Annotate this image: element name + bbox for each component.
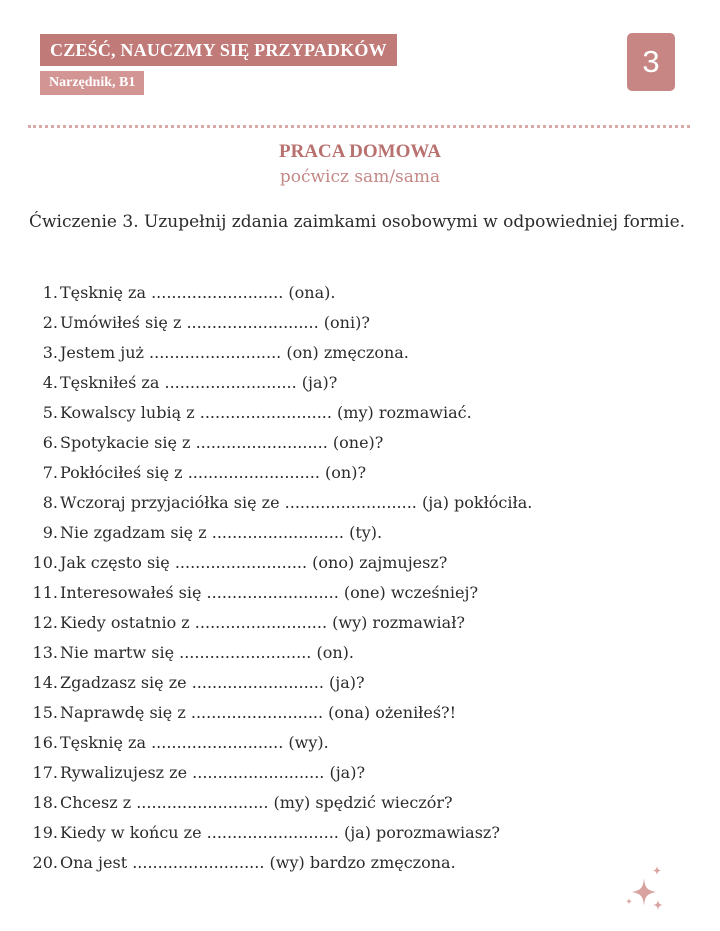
exercise-item: [0, 308, 720, 338]
exercise-sentence: Chcesz z .......................... (my) spędzić wieczór?: [60, 793, 453, 812]
exercise-instruction: Ćwiczenie 3. Uzupełnij zdania zaimkami osobowymi w odpowiedniej formie.: [29, 212, 686, 232]
exercise-sentence: Ona jest .......................... (wy) bardzo zmęczona.: [60, 853, 456, 872]
exercise-number: 18.: [32, 793, 58, 812]
exercise-number: 12.: [32, 613, 58, 632]
sparkle-icon: [622, 866, 666, 916]
exercise-item: [0, 518, 720, 548]
exercise-item: [0, 578, 720, 608]
exercise-number: 3.: [42, 343, 58, 362]
exercise-sentence: Spotykacie się z .......................... (one)?: [60, 433, 384, 452]
exercise-list: [0, 278, 720, 878]
exercise-sentence: Umówiłeś się z .......................... (oni)?: [60, 313, 370, 332]
exercise-number: 17.: [32, 763, 58, 782]
exercise-number: 4.: [42, 373, 58, 392]
exercise-number: 5.: [42, 403, 58, 422]
exercise-sentence: Zgadzasz się ze .......................... (ja)?: [60, 673, 365, 692]
exercise-item: [0, 278, 720, 308]
exercise-number: 19.: [32, 823, 58, 842]
section-heading: PRACA DOMOWA: [278, 141, 442, 162]
exercise-item: [0, 728, 720, 758]
exercise-sentence: Tęskniłeś za .......................... (ja)?: [60, 373, 338, 392]
exercise-sentence: Jestem już .......................... (on) zmęczona.: [60, 343, 409, 362]
exercise-sentence: Jak często się .......................... (ono) zajmujesz?: [60, 553, 448, 572]
exercise-item: [0, 848, 720, 878]
exercise-sentence: Nie martw się .......................... (on).: [60, 643, 354, 662]
exercise-number: 6.: [42, 433, 58, 452]
exercise-sentence: Interesowałeś się .......................... (one) wcześniej?: [60, 583, 479, 602]
exercise-item: [0, 608, 720, 638]
exercise-sentence: Rywalizujesz ze .......................... (ja)?: [60, 763, 366, 782]
exercise-item: [0, 758, 720, 788]
exercise-number: 9.: [42, 523, 58, 542]
worksheet-subtitle: Narzędnik, B1: [40, 71, 144, 95]
exercise-number: 11.: [32, 583, 58, 602]
exercise-sentence: Wczoraj przyjaciółka się ze .......................... (ja) pokłóciła.: [60, 493, 533, 512]
exercise-sentence: Tęsknię za .......................... (ona).: [60, 283, 336, 302]
exercise-item: [0, 368, 720, 398]
exercise-item: [0, 488, 720, 518]
exercise-number: 14.: [32, 673, 58, 692]
exercise-sentence: Kiedy ostatnio z .......................... (wy) rozmawiał?: [60, 613, 465, 632]
exercise-number: 20.: [32, 853, 58, 872]
exercise-sentence: Pokłóciłeś się z .......................... (on)?: [60, 463, 367, 482]
worksheet-title: CZEŚĆ, NAUCZMY SIĘ PRZYPADKÓW: [40, 34, 397, 66]
exercise-item: [0, 398, 720, 428]
exercise-sentence: Tęsknię za .......................... (wy).: [60, 733, 329, 752]
exercise-number: 2.: [42, 313, 58, 332]
exercise-sentence: Kiedy w końcu ze .......................... (ja) porozmawiasz?: [60, 823, 500, 842]
exercise-sentence: Nie zgadzam się z .......................... (ty).: [60, 523, 383, 542]
exercise-item: [0, 428, 720, 458]
section-subheading: poćwicz sam/sama: [279, 167, 441, 187]
exercise-sentence: Kowalscy lubią z .......................... (my) rozmawiać.: [60, 403, 472, 422]
exercise-number: 1.: [42, 283, 58, 302]
exercise-number: 15.: [32, 703, 58, 722]
exercise-sentence: Naprawdę się z .......................... (ona) ożeniłeś?!: [60, 703, 457, 722]
page-number-badge: 3: [627, 33, 675, 91]
dotted-divider: [28, 125, 690, 128]
exercise-item: [0, 638, 720, 668]
exercise-item: [0, 698, 720, 728]
exercise-item: [0, 788, 720, 818]
exercise-item: [0, 338, 720, 368]
exercise-number: 13.: [32, 643, 58, 662]
exercise-number: 16.: [32, 733, 58, 752]
exercise-number: 7.: [42, 463, 58, 482]
exercise-number: 10.: [32, 553, 58, 572]
exercise-item: [0, 668, 720, 698]
exercise-item: [0, 458, 720, 488]
exercise-number: 8.: [42, 493, 58, 512]
exercise-item: [0, 818, 720, 848]
exercise-item: [0, 548, 720, 578]
